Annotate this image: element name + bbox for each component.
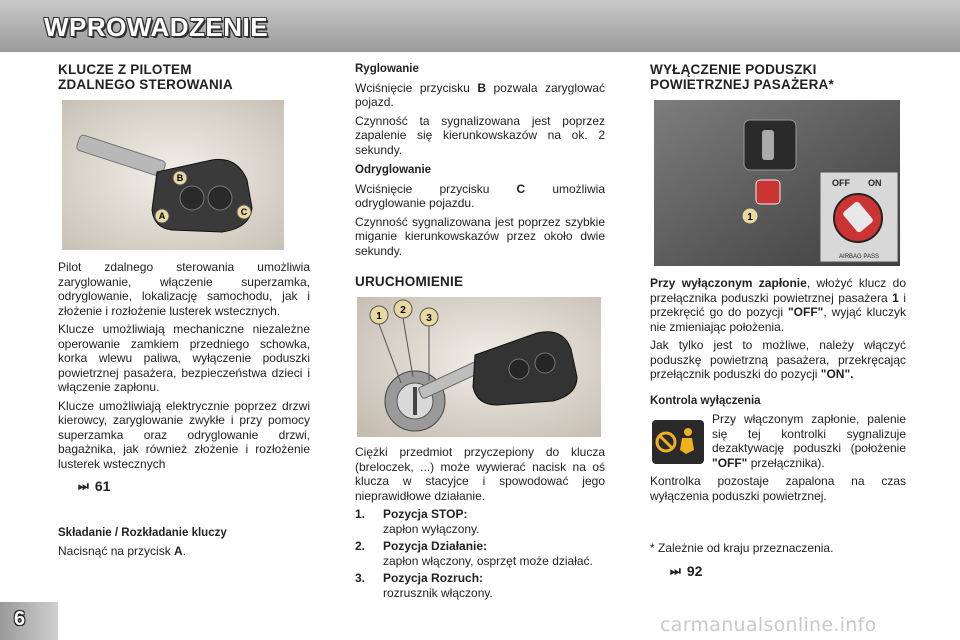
ignition-photo: [357, 297, 601, 437]
page-reference-92[interactable]: [670, 564, 906, 579]
ignition-label-2: 2: [400, 305, 406, 316]
keys-paragraph-3: Klucze umożliwiają elektrycznie poprzez drzwi kierowcy, zaryglowanie zwykłe i przy pomocy superzamka oraz odryglowanie drzwi, bagażnika, jak również złożenie i rozłożenie lusterek wstecznych: [58, 398, 310, 471]
warning-light-row: [650, 412, 906, 474]
airbag-off-instruction: Przy wyłączonym zapłonie, włożyć klucz do przełącznika poduszki powietrznej pasażera 1 i przekręcić go do pozycji "OFF", wyjąć kluczyk nie zmieniając położenia.: [650, 276, 907, 334]
section-title-airbag: WYŁĄCZENIE PODUSZKI POWIETRZNEJ PASAŻERA*: [650, 62, 834, 92]
airbag-on-label: ON: [868, 178, 882, 188]
airbag-switch-illustration: [654, 100, 900, 266]
footnote: * Zależnie od kraju przeznaczenia.: [650, 541, 834, 555]
ignition-label-3: 3: [426, 313, 432, 324]
warning-light-text-2: Kontrolka pozostaje zapalona na czas wyłączenia poduszki powietrznej.: [650, 474, 906, 503]
fold-text: Nacisnąć na przycisk A.: [58, 544, 187, 558]
ignition-label-1: 1: [376, 311, 382, 322]
key-label-a: A: [158, 211, 166, 221]
page-reference-number: 61: [94, 478, 111, 494]
keys-paragraph-2: Klucze umożliwiają mechaniczne niezależne operowanie zamkiem przedniego schowka, korka wlewu paliwa, wyłączenie poduszki powietrznej pasażera, bezpieczeństwa dzieci i włączenie zapłonu.: [58, 322, 310, 394]
airbag-warning-light-icon: [652, 420, 704, 464]
page-title: WPROWADZENIE: [44, 12, 269, 42]
locking-text: Wciśnięcie przycisku B pozwala zaryglować pojazd.: [355, 80, 605, 109]
column-airbag: [650, 56, 906, 578]
ignition-illustration: [357, 297, 601, 437]
ignition-warning-text: Ciężki przedmiot przyczepiony do klucza (breloczek, ...) może wywierać nacisk na oś klucza w stacyjce i spowodować jego nieprawidłowe działanie.: [355, 445, 605, 503]
watermark: carmanualsonline.info: [660, 614, 877, 636]
check-title: Kontrola wyłączenia: [650, 394, 761, 407]
ignition-positions-list: [355, 507, 605, 600]
unlocking-title: Odryglowanie: [355, 164, 432, 176]
page-number: 6: [14, 608, 26, 630]
remote-key-illustration: [62, 100, 284, 250]
key-label-c: C: [240, 207, 248, 217]
airbag-label-1: 1: [747, 212, 753, 223]
position-item: 1. Pozycja STOP: zapłon wyłączony.: [355, 507, 480, 536]
forward-arrow-icon: ⏭: [670, 563, 681, 578]
airbag-on-instruction: Jak tylko jest to możliwe, należy włączyć poduszkę powietrzną pasażera, przekręcając przełącznik poduszki do pozycji "ON".: [650, 338, 906, 381]
unlocking-text-2: Czynność sygnalizowana jest poprzez szybkie miganie kierunkowskazów przez około dwie sekundy.: [355, 214, 605, 258]
airbag-plate-label: AIRBAG PASS: [839, 254, 879, 260]
page-reference-number: 92: [686, 562, 703, 579]
page-reference-61[interactable]: [78, 479, 310, 494]
keys-paragraph-1: Pilot zdalnego sterowania umożliwia zaryglowanie, włączenie superzamka, odryglowanie, lokalizację samochodu, jak i złożenie i rozłożenie lusterek wstecznych.: [58, 260, 310, 318]
position-item: 3. Pozycja Rozruch: rozrusznik włączony.: [355, 571, 493, 600]
key-label-b: B: [176, 173, 184, 183]
fold-title: Składanie / Rozkładanie kluczy: [58, 526, 227, 539]
unlocking-text: Wciśnięcie przycisku C umożliwia odryglowanie pojazdu.: [355, 181, 605, 210]
airbag-off-label: OFF: [832, 178, 850, 188]
locking-title: Ryglowanie: [355, 63, 419, 75]
section-title-remote-keys: KLUCZE Z PILOTEM ZDALNEGO STEROWANIA: [58, 62, 233, 92]
page-number-box: [0, 602, 58, 640]
column-locking: [355, 56, 605, 603]
remote-key-photo: [62, 100, 284, 250]
column-keys: [58, 56, 310, 563]
position-item: 2. Pozycja Działanie: zapłon włączony, osprzęt może działać.: [355, 539, 593, 568]
warning-light-text: Przy włączonym zapłonie, palenie się tej kontrolki sygnalizuje dezaktywację poduszki (położenie "OFF" przełącznika).: [712, 412, 906, 470]
section-title-ignition: URUCHOMIENIE: [355, 274, 464, 289]
airbag-switch-photo: [654, 100, 900, 266]
forward-arrow-icon: ⏭: [78, 479, 89, 493]
locking-text-2: Czynność ta sygnalizowana jest poprzez zapalenie się kierunkowskazów na ok. 2 sekundy.: [355, 113, 605, 157]
